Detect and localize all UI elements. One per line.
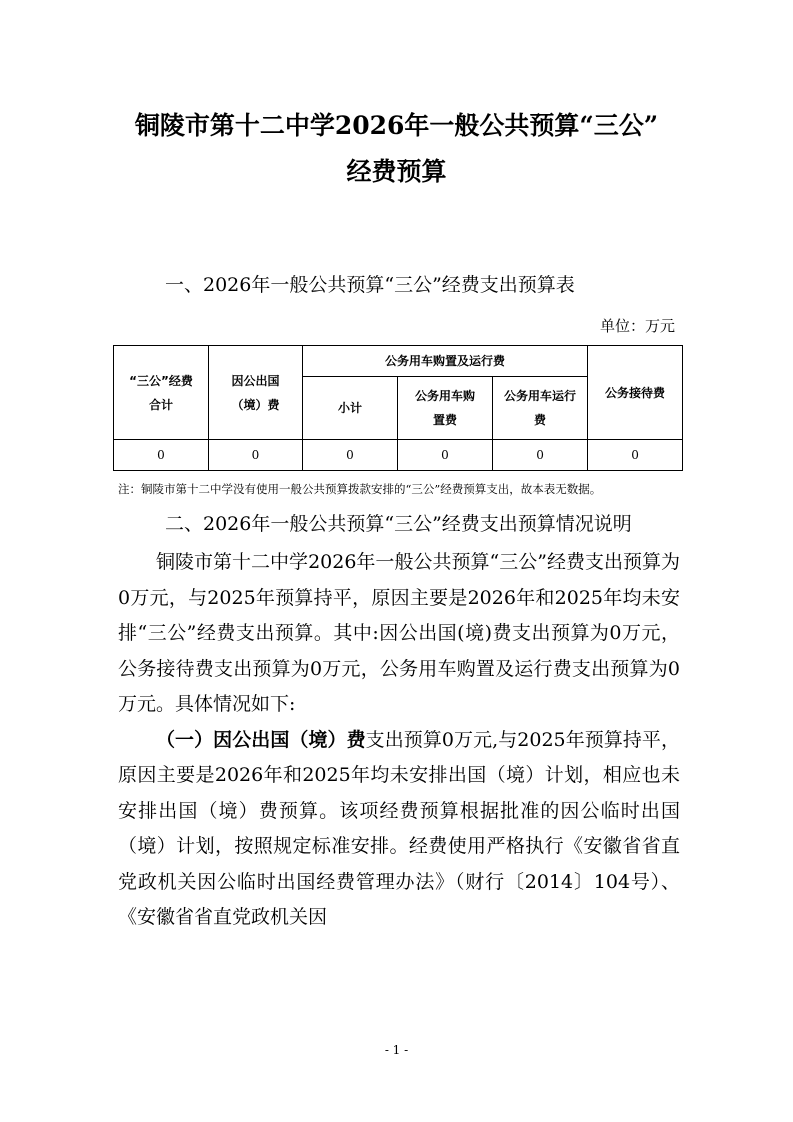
header-total-line1: “三公”经费 [129, 373, 193, 388]
title-line-1: 铜陵市第十二中学2026年一般公共预算“三公” [134, 111, 659, 140]
header-vehicle-purchase-line1: 公务用车购 [414, 389, 475, 403]
header-abroad [209, 346, 303, 440]
unit-label: 单位：万元 [599, 317, 675, 335]
header-vehicle-purchase-line2: 置费 [432, 413, 457, 427]
budget-table [113, 345, 683, 471]
header-vehicle-group: 公务用车购置及运行费 [303, 346, 588, 377]
value-abroad: 0 [209, 440, 303, 471]
value-reception: 0 [588, 440, 683, 471]
document-title [100, 103, 693, 195]
explanation-body [118, 545, 680, 936]
header-total [114, 346, 209, 440]
header-total-line2: 合计 [148, 397, 173, 412]
page-number: - 1 - [384, 1043, 409, 1057]
value-vehicle-operation: 0 [493, 440, 588, 471]
title-line-2: 经费预算 [346, 157, 447, 186]
section-1-heading: 一、2026年一般公共预算“三公”经费支出预算表 [165, 274, 575, 296]
header-abroad-line2: （境）费 [231, 397, 280, 412]
paragraph-abroad [118, 723, 680, 936]
section-2-heading: 二、2026年一般公共预算“三公”经费支出预算情况说明 [165, 513, 632, 535]
header-vehicle-operation [493, 377, 588, 440]
paragraph-abroad-text: 支出预算0万元,与2025年预算持平，原因主要是2026年和2025年均未安排出国（境）计划，相应也未安排出国（境）费预算。该项经费预算根据批准的因公临时出国（境）计划，按照规定标准安排。经费使用严格执行《安徽省省直党政机关因公临时出国经费管理办法》（财行〔2014〕104号）、《安徽省省直党政机关因 [118, 728, 680, 928]
header-vehicle-operation-line1: 公务用车运行 [504, 389, 577, 403]
header-abroad-line1: 因公出国 [231, 373, 280, 388]
value-vehicle-purchase: 0 [398, 440, 493, 471]
value-total: 0 [114, 440, 209, 471]
paragraph-summary: 铜陵市第十二中学2026年一般公共预算“三公”经费支出预算为0万元，与2025年预算持平，原因主要是2026年和2025年均未安排“三公”经费支出预算。其中:因公出国(境)费支出预算为0万元，公务接待费支出预算为0万元，公务用车购置及运行费支出预算为0万元。具体情况如下: [118, 551, 680, 715]
table-row [114, 440, 683, 471]
header-subtotal: 小计 [303, 377, 398, 440]
header-vehicle-operation-line2: 费 [534, 413, 547, 427]
header-reception: 公务接待费 [588, 346, 683, 440]
header-vehicle-purchase [398, 377, 493, 440]
paragraph-abroad-heading: （一）因公出国（境）费 [156, 728, 366, 751]
value-subtotal: 0 [303, 440, 398, 471]
table-note: 注：铜陵市第十二中学没有使用一般公共预算拨款安排的“三公”经费预算支出，故本表无数据。 [118, 482, 602, 496]
